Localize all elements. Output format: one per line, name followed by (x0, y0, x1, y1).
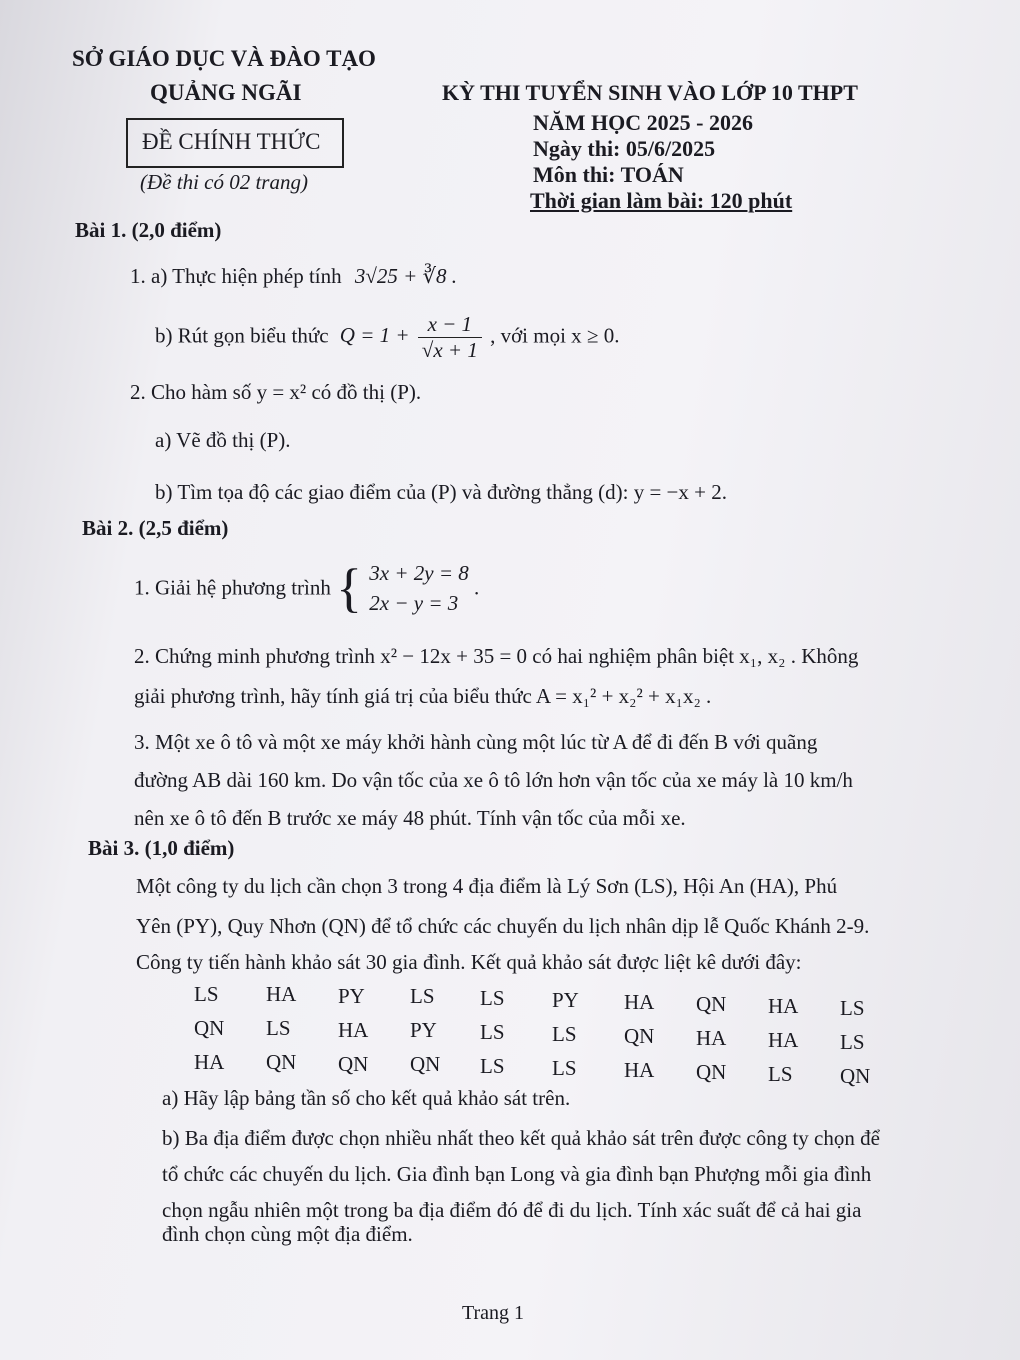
bai2-q3-line2: đường AB dài 160 km. Do vận tốc của xe ô tô lớn hơn vận tốc của xe máy là 10 km/h (134, 768, 853, 792)
bai1-q1b-text: b) Rút gọn biểu thức (155, 323, 329, 348)
survey-cell: LS (480, 986, 505, 1010)
survey-cell: PY (552, 988, 579, 1012)
bai1-q1a-math: 3√25 + ∛8 . (354, 264, 457, 288)
survey-cell: QN (338, 1052, 369, 1076)
survey-cell: LS (480, 1020, 505, 1044)
fraction-numerator: x − 1 (418, 312, 482, 338)
survey-cell: HA (624, 1058, 655, 1082)
subject: Môn thi: TOÁN (533, 162, 684, 187)
survey-cell: QN (410, 1052, 441, 1076)
bai2-q1-end: . (474, 575, 480, 600)
school-year: NĂM HỌC 2025 - 2026 (533, 110, 753, 135)
survey-cell: HA (194, 1050, 225, 1074)
system-brace: { (336, 558, 363, 618)
bai1-title: Bài 1. (2,0 điểm) (75, 218, 222, 242)
survey-cell: QN (840, 1064, 871, 1088)
survey-cell: PY (338, 984, 365, 1008)
bai3-qa: a) Hãy lập bảng tần số cho kết quả khảo sát trên. (162, 1086, 571, 1110)
bai3-title: Bài 3. (1,0 điểm) (88, 836, 235, 860)
survey-cell: HA (266, 982, 297, 1006)
bai1-q2: 2. Cho hàm số y = x² có đồ thị (P). (130, 380, 422, 404)
bai2-q2-line1: 2. Chứng minh phương trình x² − 12x + 35 = 0 có hai nghiệm phân biệt x₁, x₂ . Không (134, 644, 859, 668)
fraction-denominator: √x + 1 (421, 338, 478, 362)
survey-cell: LS (552, 1022, 577, 1046)
survey-cell: LS (840, 996, 865, 1020)
survey-cell: LS (840, 1030, 865, 1054)
bai3-qb-line4: đình chọn cùng một địa điểm. (162, 1222, 413, 1246)
survey-cell: QN (194, 1016, 225, 1040)
bai3-intro-line3: Công ty tiến hành khảo sát 30 gia đình. Kết quả khảo sát được liệt kê dưới đây: (136, 950, 802, 974)
equation-2: 2x − y = 3 (369, 591, 459, 615)
survey-cell: HA (768, 994, 799, 1018)
page-number: Trang 1 (462, 1302, 525, 1324)
survey-cell: QN (266, 1050, 297, 1074)
survey-cell: QN (696, 1060, 727, 1084)
survey-cell: QN (624, 1024, 655, 1048)
bai3-intro-line2: Yên (PY), Quy Nhơn (QN) để tổ chức các chuyến du lịch nhân dịp lễ Quốc Khánh 2-9. (136, 914, 870, 938)
survey-cell: HA (768, 1028, 799, 1052)
bai2-q2-line2: giải phương trình, hãy tính giá trị của biểu thức A = x₁² + x₂² + x₁x₂ . (134, 684, 712, 708)
survey-cell: LS (194, 982, 219, 1006)
survey-cell: HA (696, 1026, 727, 1050)
bai3-qb-line3: chọn ngẫu nhiên một trong ba địa điểm đó để đi du lịch. Tính xác suất để cả hai gia (162, 1198, 862, 1222)
bai2-q1-text: 1. Giải hệ phương trình (134, 575, 331, 600)
bai1-q2a: a) Vẽ đồ thị (P). (155, 428, 291, 452)
pages-note: (Đề thi có 02 trang) (140, 170, 308, 194)
bai3-intro-line1: Một công ty du lịch cần chọn 3 trong 4 địa điểm là Lý Sơn (LS), Hội An (HA), Phú (136, 874, 838, 898)
survey-cell: HA (338, 1018, 369, 1042)
bai1-q2b: b) Tìm tọa độ các giao điểm của (P) và đường thẳng (d): y = −x + 2. (155, 480, 727, 504)
bai2-title: Bài 2. (2,5 điểm) (82, 516, 229, 540)
bai1-q1a-text: 1. a) Thực hiện phép tính (130, 264, 342, 288)
exam-title: KỲ THI TUYỂN SINH VÀO LỚP 10 THPT (442, 80, 858, 105)
bai1-q1b-cond: , với mọi x ≥ 0. (490, 323, 620, 348)
duration: Thời gian làm bài: 120 phút (530, 188, 793, 213)
equation-1: 3x + 2y = 8 (369, 561, 469, 585)
survey-cell: QN (696, 992, 727, 1016)
exam-date: Ngày thi: 05/6/2025 (533, 136, 716, 161)
survey-cell: LS (768, 1062, 793, 1086)
bai2-q3-line1: 3. Một xe ô tô và một xe máy khởi hành cùng một lúc từ A để đi đến B với quãng (134, 730, 818, 754)
survey-cell: LS (410, 984, 435, 1008)
dept-line1: SỞ GIÁO DỤC VÀ ĐÀO TẠO (72, 46, 376, 71)
bai3-qb-line1: b) Ba địa điểm được chọn nhiều nhất theo kết quả khảo sát trên được công ty chọn để (162, 1126, 880, 1150)
survey-cell: PY (410, 1018, 437, 1042)
official-label: ĐỀ CHÍNH THỨC (142, 129, 321, 154)
survey-cell: LS (266, 1016, 291, 1040)
bai3-qb-line2: tổ chức các chuyến du lịch. Gia đình bạn Long và gia đình bạn Phượng mỗi gia đình (162, 1162, 872, 1186)
bai2-q3-line3: nên xe ô tô đến B trước xe máy 48 phút. Tính vận tốc của mỗi xe. (134, 806, 686, 830)
dept-line2: QUẢNG NGÃI (150, 80, 302, 105)
survey-cell: LS (552, 1056, 577, 1080)
survey-cell: LS (480, 1054, 505, 1078)
survey-cell: HA (624, 990, 655, 1014)
bai1-q1b-lhs: Q = 1 + (339, 323, 410, 348)
